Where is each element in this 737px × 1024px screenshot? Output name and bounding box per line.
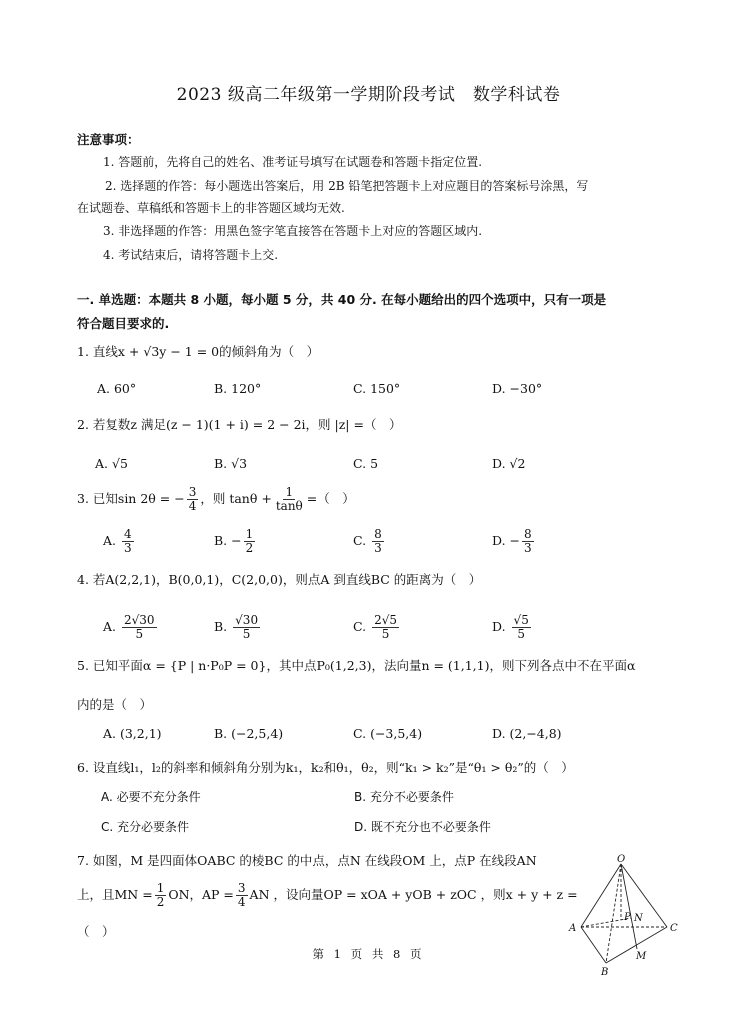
option-d: D. 既不充分也不必要条件 <box>354 820 491 834</box>
denominator: 5 <box>517 627 525 642</box>
option-b <box>214 528 257 555</box>
numerator: 4 <box>124 527 132 541</box>
section-heading-cont: 符合题目要求的. <box>77 316 170 331</box>
question-stem: 5. 已知平面α = {P | n·P₀P = 0}，其中点P₀(1,2,3)，法向量n = (1,1,1)，则下列各点中不在平面α <box>77 658 636 673</box>
notice-4: 4. 考试结束后，请将答题卡上交. <box>103 248 279 262</box>
question-stem: 1. 直线x + √3y − 1 = 0的倾斜角为（ ） <box>77 344 320 359</box>
option-a: A. √5 <box>95 456 128 471</box>
denominator: 5 <box>135 627 144 642</box>
option-label: C. <box>353 619 367 635</box>
fraction <box>122 528 134 555</box>
numerator: 2√5 <box>374 613 397 627</box>
option-c: C. (−3,5,4) <box>353 726 423 741</box>
fraction <box>522 528 534 555</box>
numerator: √5 <box>513 613 529 627</box>
option-a: A. 必要不充分条件 <box>101 790 201 804</box>
label-o: O <box>617 854 626 865</box>
option-b <box>214 614 262 641</box>
option-label: A. <box>103 533 117 549</box>
denominator: 5 <box>381 627 390 642</box>
stem-mid: ，则 tanθ + <box>200 491 272 507</box>
notice-2: 2. 选择题的作答：每小题选出答案后，用 2B 铅笔把答题卡上对应题目的答案标号涂黑，写 <box>105 179 589 193</box>
stem-prefix: 上，且MN = <box>77 887 153 903</box>
denominator: 4 <box>237 895 246 910</box>
question-stem: 6. 设直线l₁，l₂的斜率和倾斜角分别为k₁，k₂和θ₁，θ₂，则“k₁ > k₂”是“θ₁ > θ₂”的（ ） <box>77 760 574 775</box>
stem-suffix: =（ ） <box>306 491 355 507</box>
option-c: C. 150° <box>353 381 401 396</box>
question-stem: 2. 若复数z 满足(z − 1)(1 + i) = 2 − 2i，则 |z| =（ ） <box>77 417 402 432</box>
segment-om <box>621 864 637 949</box>
numerator: 3 <box>188 485 197 499</box>
fraction <box>372 614 399 641</box>
denominator: 3 <box>374 541 382 556</box>
option-a <box>103 528 136 555</box>
label-m: M <box>636 951 647 962</box>
option-a: A. (3,2,1) <box>103 726 162 741</box>
stem-suffix: AN ，设向量OP = xOA + yOB + zOC ，则x + y + z = <box>249 887 578 903</box>
fraction <box>187 486 199 513</box>
label-b: B <box>601 967 609 978</box>
denominator: 4 <box>188 499 197 514</box>
denominator: 3 <box>524 541 532 556</box>
option-label: B. <box>214 533 228 549</box>
question-stem: 7. 如图，M 是四面体OABC 的棱BC 的中点，点N 在线段OM 上，点P 在线段AN <box>77 853 537 868</box>
notice-2-cont: 在试题卷、草稿纸和答题卡上的非答题区域均无效. <box>77 201 345 215</box>
question-stem <box>77 486 355 513</box>
option-d: D. −30° <box>492 381 543 396</box>
label-a: A <box>569 923 577 934</box>
option-label: C. <box>353 533 367 549</box>
denominator: 3 <box>124 541 132 556</box>
fraction <box>155 882 167 909</box>
fraction <box>512 614 531 641</box>
numerator: 1 <box>156 881 165 895</box>
option-b: B. √3 <box>214 456 248 471</box>
question-stem-line2 <box>77 882 578 909</box>
option-sign: − <box>509 533 521 549</box>
stem-prefix: 3. 已知sin 2θ = − <box>77 491 185 507</box>
option-d: D. √2 <box>492 456 526 471</box>
exam-title: 2023 级高二年级第一学期阶段考试 数学科试卷 <box>176 85 561 105</box>
fraction <box>274 486 305 513</box>
notice-1: 1. 答题前，先将自己的姓名、准考证号填写在试题卷和答题卡指定位置. <box>103 155 483 169</box>
option-c <box>353 614 401 641</box>
option-b: B. 120° <box>214 381 262 396</box>
option-c <box>353 528 386 555</box>
edge-oa <box>581 864 621 927</box>
label-c: C <box>670 923 678 934</box>
fraction <box>122 614 157 641</box>
numerator: 1 <box>285 485 294 499</box>
option-d: D. (2,−4,8) <box>492 726 562 741</box>
stem-mid: ON，AP = <box>168 887 234 903</box>
option-a: A. 60° <box>97 381 137 396</box>
question-stem-cont: 内的是（ ） <box>77 697 153 712</box>
option-sign: − <box>231 533 242 549</box>
option-label: D. <box>492 533 506 549</box>
notice-3: 3. 非选择题的作答：用黑色签字笔直接答在答题卡上对应的答题区域内. <box>103 224 483 238</box>
option-d <box>492 528 536 555</box>
numerator: 8 <box>524 527 532 541</box>
denominator: 2 <box>156 895 165 910</box>
notice-heading: 注意事项： <box>77 132 140 147</box>
numerator: 2√30 <box>124 613 155 627</box>
option-d <box>492 614 533 641</box>
denominator: 2 <box>245 541 254 556</box>
label-n: N <box>634 913 643 924</box>
option-a <box>103 614 159 641</box>
option-b: B. (−2,5,4) <box>214 726 284 741</box>
option-c: C. 充分必要条件 <box>101 820 190 834</box>
option-label: B. <box>214 619 228 635</box>
label-p: P <box>624 912 631 923</box>
option-label: A. <box>103 619 117 635</box>
option-b: B. 充分不必要条件 <box>354 790 454 804</box>
numerator: 3 <box>237 881 246 895</box>
fraction <box>244 528 256 555</box>
option-label: D. <box>492 619 506 635</box>
numerator: √30 <box>235 613 259 627</box>
denominator: tanθ <box>275 499 303 514</box>
section-heading: 一. 单选题：本题共 8 小题，每小题 5 分，共 40 分. 在每小题给出的四个选项中，只有一项是 <box>77 292 607 307</box>
fraction <box>233 614 260 641</box>
numerator: 1 <box>245 527 254 541</box>
page-footer: 第 1 页 共 8 页 <box>312 947 425 961</box>
fraction <box>236 882 248 909</box>
numerator: 8 <box>374 527 382 541</box>
denominator: 5 <box>242 627 251 642</box>
question-stem: 4. 若A(2,2,1)，B(0,0,1)，C(2,0,0)，则点A 到直线BC 的距离为（ ） <box>77 572 482 587</box>
option-c: C. 5 <box>353 456 379 471</box>
question-stem-line3: （ ） <box>77 924 115 939</box>
fraction <box>372 528 384 555</box>
